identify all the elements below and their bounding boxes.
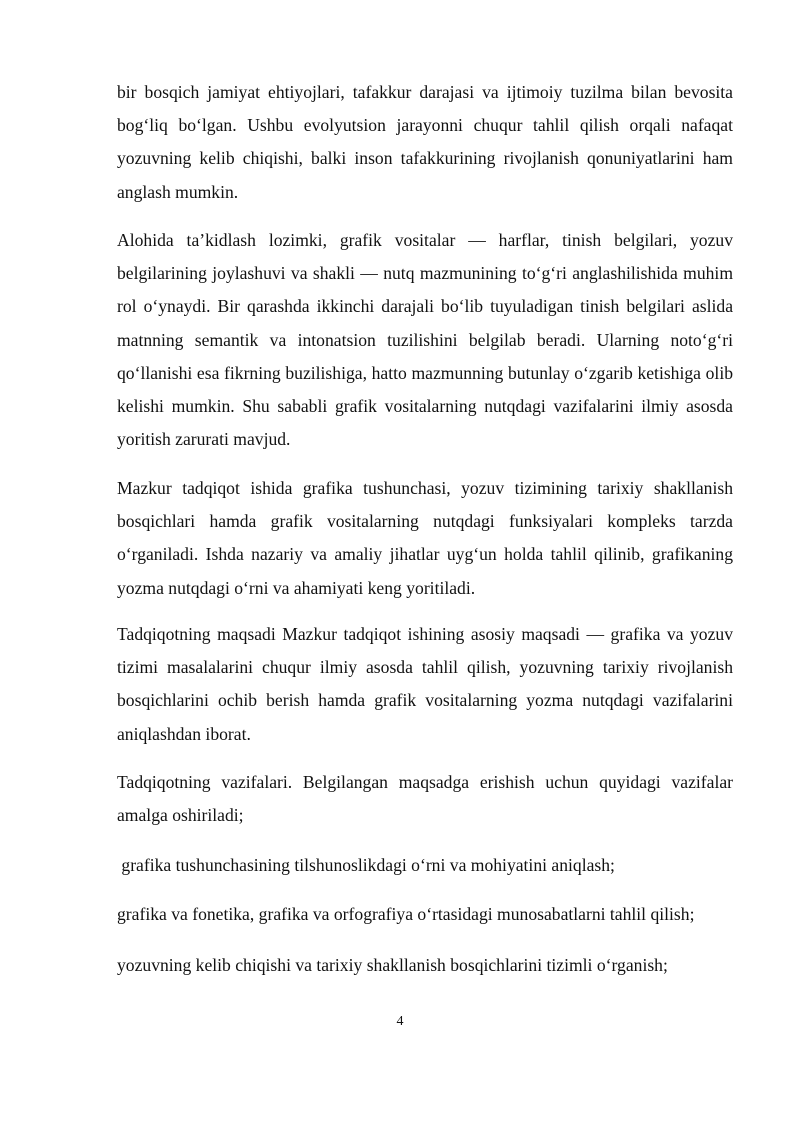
page-number: 4 xyxy=(396,1014,404,1029)
task-item-writing-history: yozuvning kelib chiqishi va tarixiy shakllanish bosqichlarini tizimli o‘rganish; xyxy=(117,955,668,975)
paragraph-graphic-means: Alohida ta’kidlash lozimki, grafik vositalar — harflar, tinish belgilari, yozuv belgilarining joylashuvi va shakli — nutq mazmunining to‘g‘ri anglashilishida muhim rol o‘ynaydi. Bir qarashda ikkinchi darajali bo‘lib tuyuladigan tinish belgilari aslida matnning semantik va intonatsion tuzilishini belgilab beradi. Ularning noto‘g‘ri qo‘llanishi esa fikrning buzilishiga, hatto mazmunning butunlay o‘zgarib ketishiga olib kelishi mumkin. Shu sababli grafik vositalarning nutqdagi vazifalarini ilmiy asosda yoritish zarurati mavjud. xyxy=(117,230,733,450)
paragraph-research-tasks: Tadqiqotning vazifalari. Belgilangan maqsadga erishish uchun quyidagi vazifalar amalga oshiriladi; xyxy=(117,772,733,826)
task-item-graphics-concept: grafika tushunchasining tilshunoslikdagi o‘rni va mohiyatini aniqlash; xyxy=(117,855,615,875)
task-item-phonetics-orthography: grafika va fonetika, grafika va orfografiya o‘rtasidagi munosabatlarni tahlil qilish; xyxy=(117,904,695,924)
paragraph-evolution: bir bosqich jamiyat ehtiyojlari, tafakkur darajasi va ijtimoiy tuzilma bilan bevosita bog‘liq bo‘lgan. Ushbu evolyutsion jarayonni chuqur tahlil qilish orqali nafaqat yozuvning kelib chiqishi, balki inson tafakkurining rivojlanish qonuniyatlarini ham anglash mumkin. xyxy=(117,82,733,202)
paragraph-research-scope: Mazkur tadqiqot ishida grafika tushunchasi, yozuv tizimining tarixiy shakllanish bosqichlari hamda grafik vositalarning nutqdagi funksiyalari kompleks tarzda o‘rganiladi. Ishda nazariy va amaliy jihatlar uyg‘un holda tahlil qilinib, grafikaning yozma nutqdagi o‘rni va ahamiyati keng yoritiladi. xyxy=(117,478,733,598)
paragraph-research-goal: Tadqiqotning maqsadi Mazkur tadqiqot ishining asosiy maqsadi — grafika va yozuv tizimi masalalarini chuqur ilmiy asosda tahlil qilish, yozuvning tarixiy rivojlanish bosqichlarini ochib berish hamda grafik vositalarning yozma nutqdagi vazifalarini aniqlashdan iborat. xyxy=(117,624,733,744)
